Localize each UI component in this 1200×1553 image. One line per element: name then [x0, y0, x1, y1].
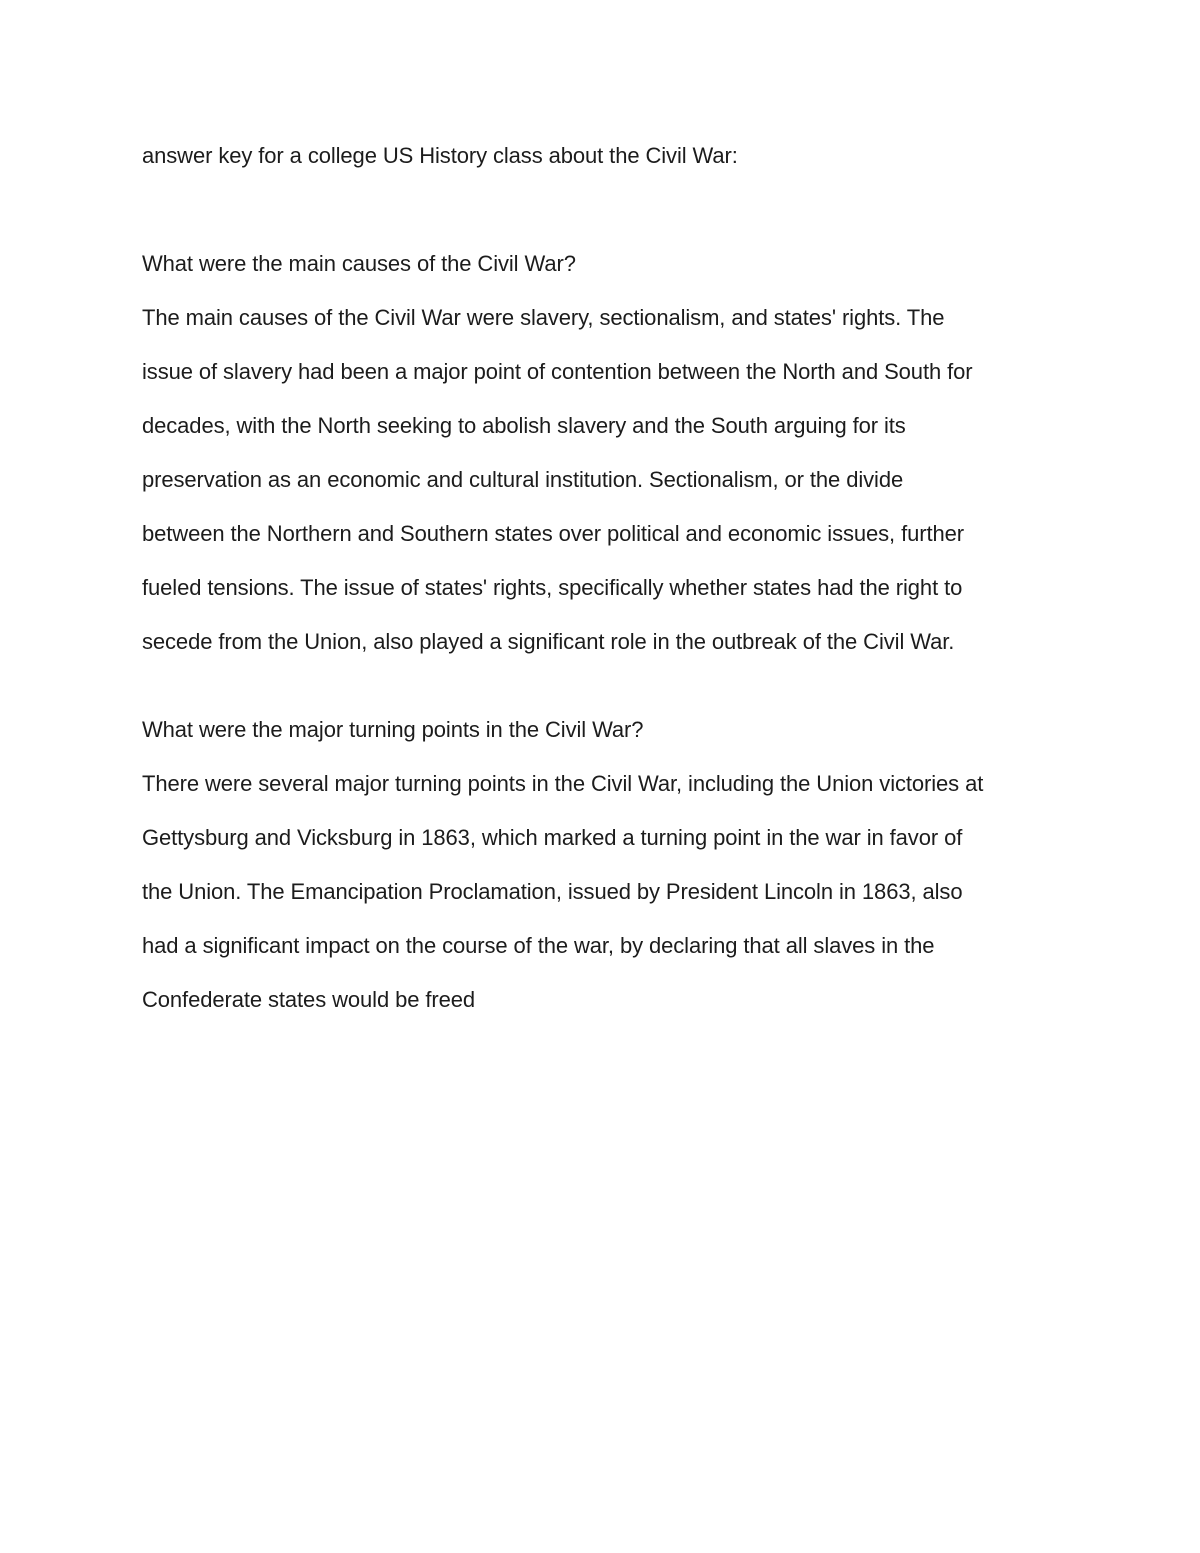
answer-line: Gettysburg and Vicksburg in 1863, which marked a turning point in the war in favor of — [142, 825, 963, 850]
question-heading: What were the major turning points in the Civil War? — [142, 717, 644, 742]
document-intro: answer key for a college US History class about the Civil War: — [142, 143, 738, 168]
answer-line: secede from the Union, also played a significant role in the outbreak of the Civil War. — [142, 629, 955, 654]
answer-line: fueled tensions. The issue of states' rights, specifically whether states had the right to — [142, 575, 963, 600]
answer-line: decades, with the North seeking to abolish slavery and the South arguing for its — [142, 413, 906, 438]
answer-line: had a significant impact on the course of the war, by declaring that all slaves in the — [142, 933, 935, 958]
answer-line: preservation as an economic and cultural institution. Sectionalism, or the divide — [142, 467, 904, 492]
section-causes — [142, 246, 1102, 678]
answer-line: between the Northern and Southern states over political and economic issues, further — [142, 521, 964, 546]
section-spacer — [142, 678, 1102, 712]
question-heading: What were the main causes of the Civil War? — [142, 251, 576, 276]
answer-line: issue of slavery had been a major point of contention between the North and South for — [142, 359, 973, 384]
answer-line: There were several major turning points in the Civil War, including the Union victories at — [142, 771, 984, 796]
answer-paragraph — [142, 766, 1102, 1036]
section-turning-points — [142, 712, 1102, 1036]
answer-line: Confederate states would be freed — [142, 987, 476, 1012]
answer-line: the Union. The Emancipation Proclamation, issued by President Lincoln in 1863, also — [142, 879, 963, 904]
answer-paragraph — [142, 300, 1102, 678]
document-body — [142, 138, 1102, 1036]
answer-line: The main causes of the Civil War were slavery, sectionalism, and states' rights. The — [142, 305, 945, 330]
